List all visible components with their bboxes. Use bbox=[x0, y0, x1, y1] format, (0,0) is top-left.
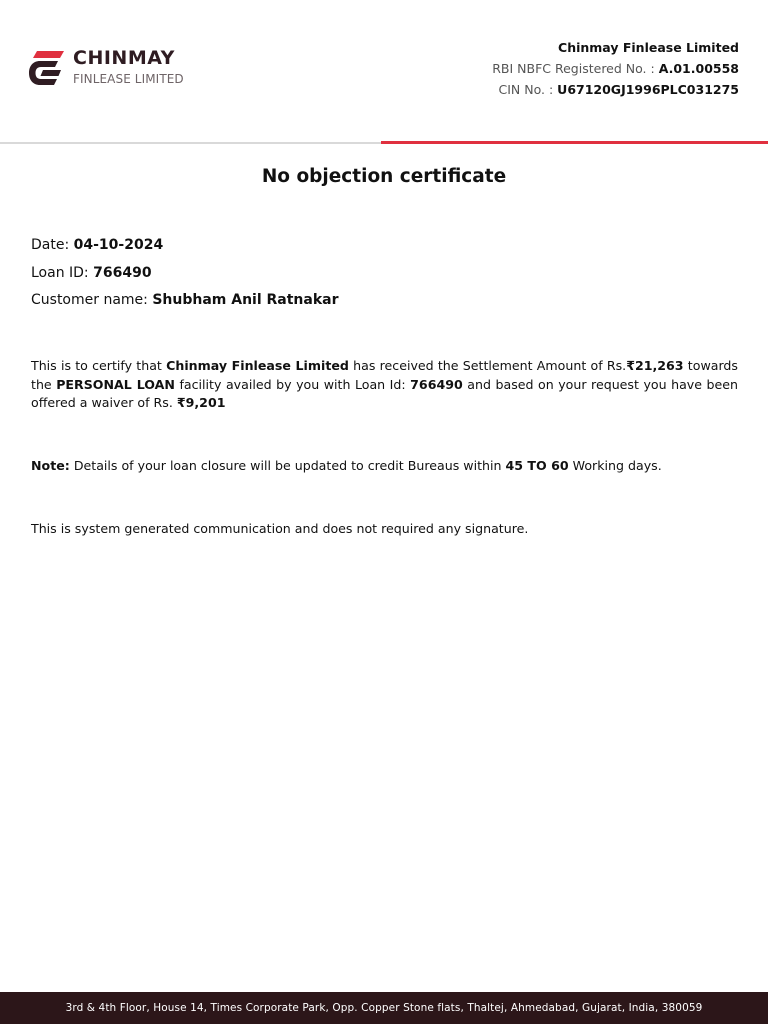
cert-text-4: facility availed by you with Loan Id: bbox=[179, 376, 406, 392]
cert-text-1: This is to certify that bbox=[31, 358, 162, 373]
customer-name-row bbox=[31, 287, 339, 315]
logo-tagline: FINLEASE LIMITED bbox=[73, 72, 184, 86]
note-text-1: Details of your loan closure will be updated to credit Bureaus within bbox=[73, 458, 502, 473]
loan-type: PERSONAL LOAN bbox=[56, 376, 175, 392]
cert-company-name: Chinmay Finlease Limited bbox=[166, 358, 349, 373]
document-title: No objection certificate bbox=[261, 166, 507, 187]
note-days: 45 TO 60 bbox=[505, 458, 569, 473]
settlement-amount: ₹21,263 bbox=[626, 358, 684, 373]
note-paragraph bbox=[31, 457, 738, 476]
loan-id-value: 766490 bbox=[93, 264, 152, 281]
rbi-value: A.01.00558 bbox=[658, 61, 739, 76]
header-accent-divider bbox=[381, 141, 768, 144]
rbi-label: RBI NBFC Registered No. : bbox=[492, 61, 655, 76]
logo-name: CHINMAY bbox=[73, 47, 175, 69]
certificate-meta bbox=[31, 232, 339, 315]
note-label: Note: bbox=[31, 458, 70, 473]
system-generated-notice: This is system generated communication and does not required any signature. bbox=[31, 521, 529, 536]
cin-value: U67120GJ1996PLC031275 bbox=[557, 82, 739, 97]
company-logo bbox=[28, 47, 184, 87]
waiver-amount: ₹9,201 bbox=[176, 395, 226, 410]
cin-line bbox=[492, 79, 739, 100]
footer-address: 3rd & 4th Floor, House 14, Times Corporate Park, Opp. Copper Stone flats, Thaltej, Ahmedabad, Gujarat, India, 380059 bbox=[65, 1002, 703, 1014]
loan-id-row bbox=[31, 260, 339, 288]
company-name: Chinmay Finlease Limited bbox=[558, 40, 739, 55]
loan-id-label: Loan ID: bbox=[31, 264, 89, 281]
footer-address-bar bbox=[0, 992, 768, 1024]
certificate-paragraph bbox=[31, 357, 738, 413]
chinmay-c-logo-icon bbox=[28, 47, 64, 87]
date-value: 04-10-2024 bbox=[73, 237, 164, 253]
date-row bbox=[31, 232, 339, 260]
rbi-registration-line bbox=[492, 58, 739, 79]
date-label: Date: bbox=[31, 237, 70, 253]
customer-name-label: Customer name: bbox=[31, 292, 148, 308]
company-info-block bbox=[492, 37, 739, 100]
cert-text-5: and based on your request you have been offered a waiver of Rs. bbox=[31, 376, 738, 410]
cert-text-3: towards the bbox=[31, 358, 738, 392]
customer-name-value: Shubham Anil Ratnakar bbox=[152, 292, 339, 308]
cert-loan-id: 766490 bbox=[410, 376, 463, 392]
cin-label: CIN No. : bbox=[498, 82, 554, 97]
note-text-2: Working days. bbox=[572, 458, 662, 473]
cert-text-2: has received the Settlement Amount of Rs. bbox=[353, 358, 627, 373]
